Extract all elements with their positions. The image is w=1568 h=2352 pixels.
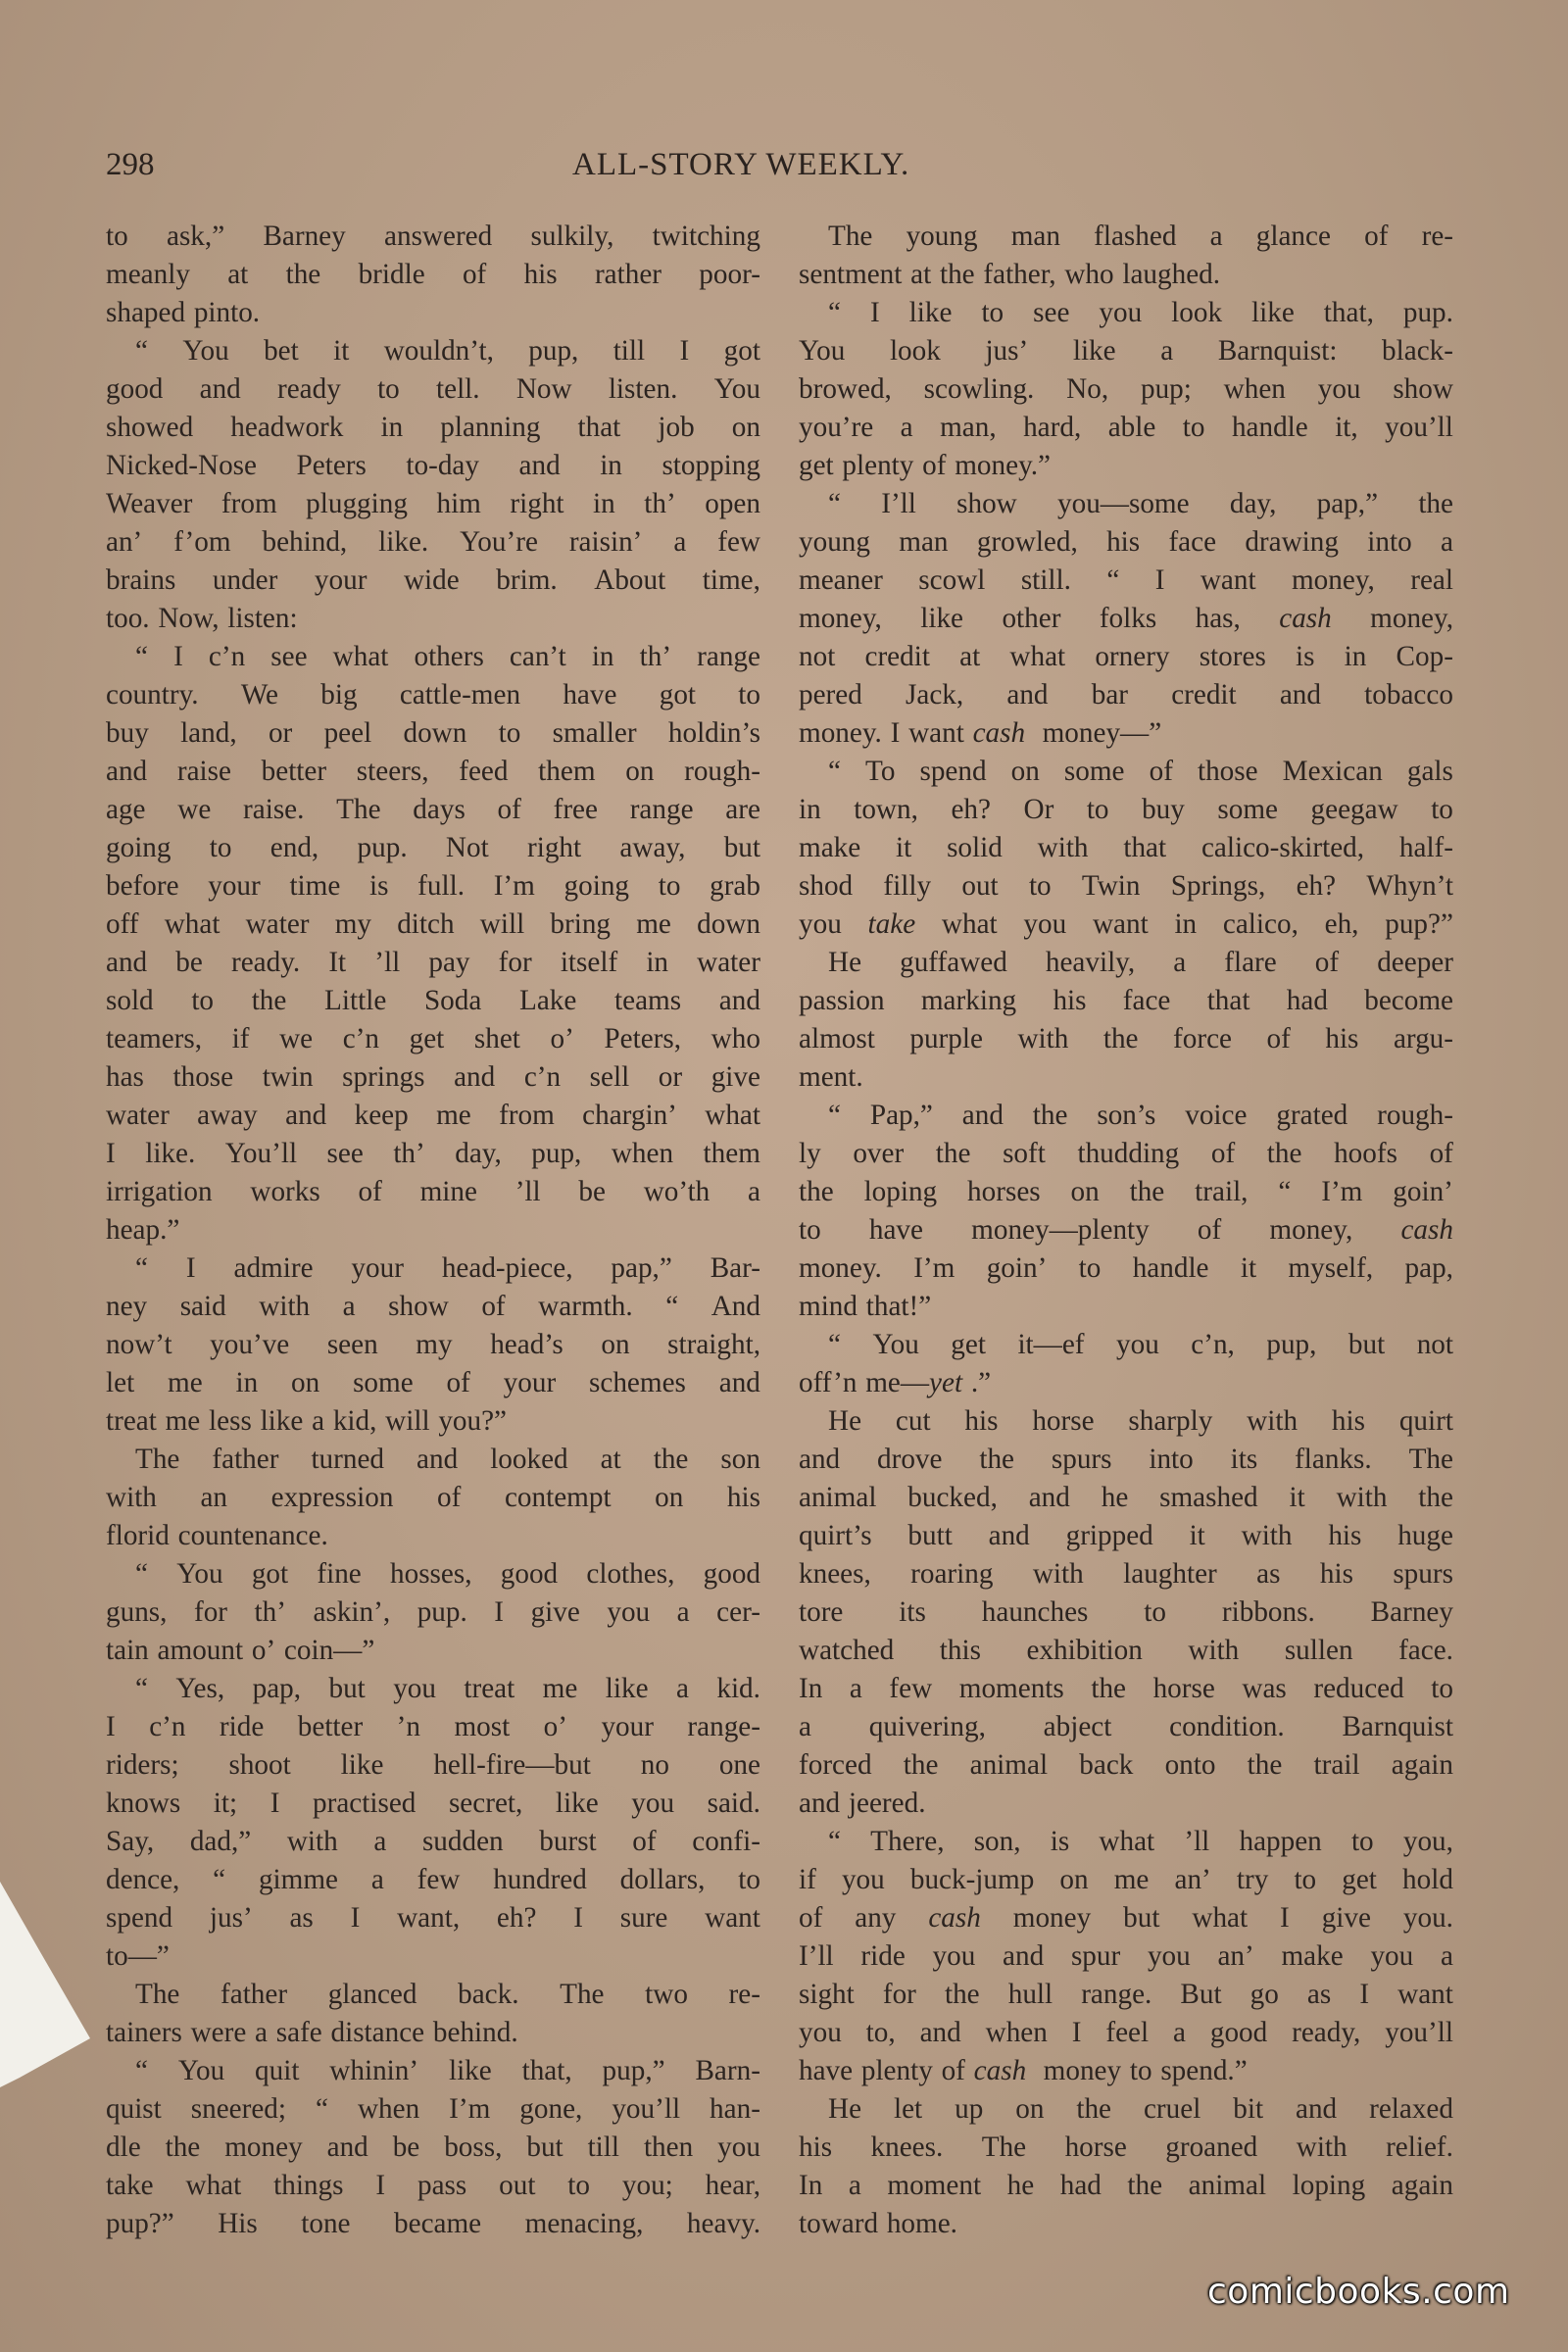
text-line: a quivering, abject condition. Barnquist: [799, 1711, 1453, 1742]
text-line: pered Jack, and bar credit and tobacco: [799, 679, 1453, 710]
text-line: you take what you want in calico, eh, pup?”: [799, 908, 1453, 940]
text-line: In a few moments the horse was reduced to: [799, 1673, 1453, 1704]
text-line: heap.”: [106, 1214, 180, 1246]
page-number: 298: [106, 147, 155, 182]
text-line: sold to the Little Soda Lake teams and: [106, 985, 760, 1016]
torn-corner: [0, 1882, 98, 2087]
text-line: tain amount o’ coin—”: [106, 1635, 375, 1666]
text-line: The father glanced back. The two re-: [135, 1979, 760, 2010]
text-line: In a moment he had the animal loping again: [799, 2170, 1453, 2201]
text-line: and be ready. It ’ll pay for itself in water: [106, 947, 760, 978]
text-line: guns, for th’ askin’, pup. I give you a cer-: [106, 1596, 760, 1628]
text-line: dence, “ gimme a few hundred dollars, to: [106, 1864, 760, 1895]
text-line: and jeered.: [799, 1788, 926, 1819]
watermark-text: comicbooks.com: [1207, 2272, 1510, 2312]
text-line: in town, eh? Or to buy some geegaw to: [799, 794, 1453, 825]
text-line: “ I admire your head-piece, pap,” Bar-: [135, 1252, 760, 1284]
text-line: “ You get it—ef you c’n, pup, but not: [828, 1329, 1453, 1360]
text-line: money, like other folks has, cash money,: [799, 603, 1453, 634]
text-line: money. I’m goin’ to handle it myself, pap,: [799, 1252, 1453, 1284]
text-line: if you buck-jump on me an’ try to get hold: [799, 1864, 1453, 1895]
text-line: “ You bet it wouldn’t, pup, till I got: [135, 335, 760, 367]
text-line: ment.: [799, 1061, 863, 1093]
text-line: toward home.: [799, 2208, 957, 2239]
text-line: He let up on the cruel bit and relaxed: [828, 2093, 1453, 2125]
text-line: going to end, pup. Not right away, but: [106, 832, 760, 863]
text-line: make it solid with that calico-skirted, half-: [799, 832, 1453, 863]
text-line: mind that!”: [799, 1291, 932, 1322]
text-line: an’ f’om behind, like. You’re raisin’ a few: [106, 526, 760, 558]
text-line: passion marking his face that had become: [799, 985, 1453, 1016]
text-line: “ You quit whinin’ like that, pup,” Barn-: [135, 2055, 760, 2086]
text-line: He guffawed heavily, a flare of deeper: [828, 947, 1453, 978]
text-line: now’t you’ve seen my head’s on straight,: [106, 1329, 760, 1360]
text-line: watched this exhibition with sullen face.: [799, 1635, 1453, 1666]
text-line: “ Pap,” and the son’s voice grated rough-: [828, 1100, 1453, 1131]
right-column: [799, 218, 1453, 2243]
text-line: Say, dad,” with a sudden burst of confi-: [106, 1826, 760, 1857]
text-line: dle the money and be boss, but till then you: [106, 2132, 760, 2163]
text-line: shod filly out to Twin Springs, eh? Whyn’t: [799, 870, 1453, 902]
text-line: irrigation works of mine ’ll be wo’th a: [106, 1176, 760, 1207]
text-line: meaner scowl still. “ I want money, real: [799, 564, 1453, 596]
text-line: not credit at what ornery stores is in Cop-: [799, 641, 1453, 672]
text-line: “ You got fine hosses, good clothes, good: [135, 1558, 760, 1590]
text-line: has those twin springs and c’n sell or give: [106, 1061, 760, 1093]
text-line: pup?” His tone became menacing, heavy.: [106, 2208, 760, 2239]
text-line: the loping horses on the trail, “ I’m goin’: [799, 1176, 1453, 1207]
text-line: He cut his horse sharply with his quirt: [828, 1405, 1453, 1437]
text-line: I’ll ride you and spur you an’ make you a: [799, 1940, 1453, 1972]
text-line: quist sneered; “ when I’m gone, you’ll han-: [106, 2093, 760, 2125]
text-line: “ I like to see you look like that, pup.: [828, 297, 1453, 328]
text-line: I like. You’ll see th’ day, pup, when them: [106, 1138, 760, 1169]
text-line: too. Now, listen:: [106, 603, 298, 634]
text-line: spend jus’ as I want, eh? I sure want: [106, 1902, 760, 1934]
text-line: “ To spend on some of those Mexican gals: [828, 756, 1453, 787]
text-line: “ Yes, pap, but you treat me like a kid.: [135, 1673, 760, 1704]
text-line: knows it; I practised secret, like you said.: [106, 1788, 760, 1819]
page-header: [106, 147, 1470, 196]
text-line: ney said with a show of warmth. “ And: [106, 1291, 760, 1322]
text-line: florid countenance.: [106, 1520, 328, 1551]
text-line: riders; shoot like hell-fire—but no one: [106, 1749, 760, 1781]
text-line: take what things I pass out to you; hear,: [106, 2170, 760, 2201]
text-line: I c’n ride better ’n most o’ your range-: [106, 1711, 760, 1742]
text-line: get plenty of money.”: [799, 450, 1052, 481]
text-line: you to, and when I feel a good ready, you’ll: [799, 2017, 1453, 2048]
text-line: “ There, son, is what ’ll happen to you,: [828, 1826, 1453, 1857]
text-line: off’n me—yet .”: [799, 1367, 992, 1398]
text-line: “ I c’n see what others can’t in th’ range: [135, 641, 760, 672]
text-line: off what water my ditch will bring me down: [106, 908, 760, 940]
text-line: Nicked-Nose Peters to-day and in stopping: [106, 450, 760, 481]
text-line: sight for the hull range. But go as I want: [799, 1979, 1453, 2010]
text-line: The young man flashed a glance of re-: [828, 220, 1453, 252]
text-line: ly over the soft thudding of the hoofs of: [799, 1138, 1453, 1169]
text-line: age we raise. The days of free range are: [106, 794, 760, 825]
text-line: forced the animal back onto the trail again: [799, 1749, 1453, 1781]
text-line: money. I want cash money—”: [799, 717, 1162, 749]
text-line: quirt’s butt and gripped it with his huge: [799, 1520, 1453, 1551]
text-line: treat me less like a kid, will you?”: [106, 1405, 508, 1437]
text-line: young man growled, his face drawing into a: [799, 526, 1453, 558]
text-line: knees, roaring with laughter as his spurs: [799, 1558, 1453, 1590]
text-line: You look jus’ like a Barnquist: black-: [799, 335, 1453, 367]
text-line: to ask,” Barney answered sulkily, twitching: [106, 220, 760, 252]
text-line: Weaver from plugging him right in th’ open: [106, 488, 760, 519]
text-line: water away and keep me from chargin’ what: [106, 1100, 760, 1131]
text-line: and raise better steers, feed them on rough-: [106, 756, 760, 787]
text-line: sentment at the father, who laughed.: [799, 259, 1221, 290]
text-line: browed, scowling. No, pup; when you show: [799, 373, 1453, 405]
text-line: with an expression of contempt on his: [106, 1482, 760, 1513]
text-line: to have money—plenty of money, cash: [799, 1214, 1453, 1246]
text-line: brains under your wide brim. About time,: [106, 564, 760, 596]
text-line: buy land, or peel down to smaller holdin’s: [106, 717, 760, 749]
text-line: let me in on some of your schemes and: [106, 1367, 760, 1398]
text-line: good and ready to tell. Now listen. You: [106, 373, 760, 405]
text-line: before your time is full. I’m going to grab: [106, 870, 760, 902]
text-line: “ I’ll show you—some day, pap,” the: [828, 488, 1453, 519]
text-line: of any cash money but what I give you.: [799, 1902, 1453, 1934]
text-line: tainers were a safe distance behind.: [106, 2017, 518, 2048]
text-line: his knees. The horse groaned with relief.: [799, 2132, 1453, 2163]
text-line: meanly at the bridle of his rather poor-: [106, 259, 760, 290]
text-line: country. We big cattle-men have got to: [106, 679, 760, 710]
text-line: to—”: [106, 1940, 170, 1972]
text-line: and drove the spurs into its flanks. The: [799, 1444, 1453, 1475]
text-line: teamers, if we c’n get shet o’ Peters, who: [106, 1023, 760, 1054]
text-line: have plenty of cash money to spend.”: [799, 2055, 1248, 2086]
text-line: tore its haunches to ribbons. Barney: [799, 1596, 1453, 1628]
left-column: [106, 218, 760, 2243]
text-line: you’re a man, hard, able to handle it, you’ll: [799, 412, 1453, 443]
text-line: shaped pinto.: [106, 297, 261, 328]
text-line: animal bucked, and he smashed it with the: [799, 1482, 1453, 1513]
text-line: almost purple with the force of his argu-: [799, 1023, 1453, 1054]
running-title: ALL-STORY WEEKLY.: [572, 147, 910, 182]
text-line: The father turned and looked at the son: [135, 1444, 760, 1475]
text-line: showed headwork in planning that job on: [106, 412, 760, 443]
